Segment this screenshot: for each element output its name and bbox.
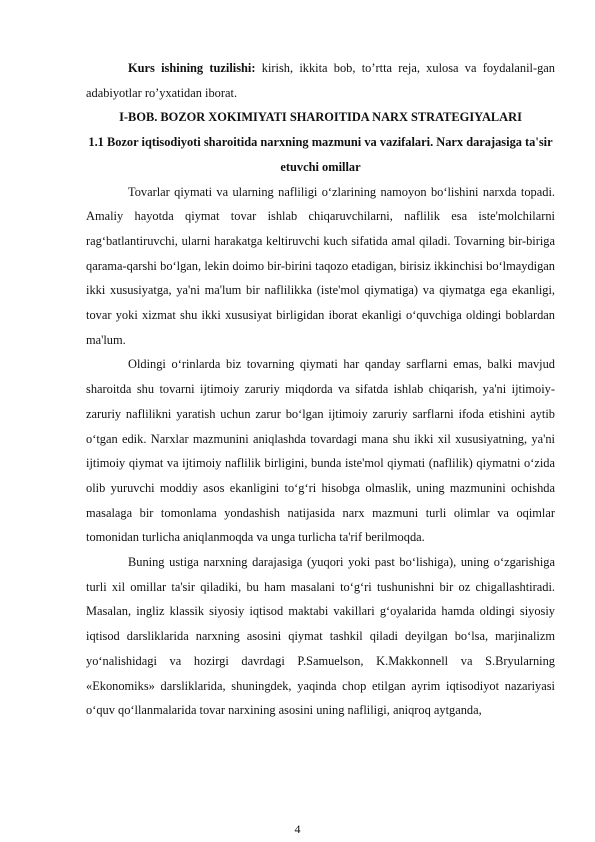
page-content [86, 56, 555, 723]
structure-paragraph [86, 56, 555, 105]
body-paragraph-1: Tovarlar qiymati va ularning nafliligi o‘zlarining namoyon bo‘lishini narxda topadi. Amaliy hayotda qiymat tovar ishlab chiqaruvchilarni, naflilik esa iste'molchilarni rag‘batlantiruvchi, ularni harakatga keltiruvchi kuch sifatida amal qiladi. Tovarning bir-biriga qarama-qarshi bo‘lgan, lekin doimo bir-birini taqozo etadigan, birisiz ikkinchisi bo‘lmaydigan ikki xususiyatga, ya'ni ma'lum bir naflilikka (iste'mol qiymatiga) va qiymatga ega ekanligi, tovar yoki xizmat shu ikki xususiyat birligidan iborat ekanligi o‘quvchiga oldingi boblardan ma'lum. [86, 184, 555, 347]
structure-text: kirish, ikkita bob, to’rtta reja, xulosa va foydalanil-gan adabiyotlar ro’yxatidan iborat. [86, 61, 555, 100]
chapter-title: I-BOB. BOZOR XOKIMIYATI SHAROITIDA NARX STRATEGIYALARI [119, 110, 522, 125]
page-number: 4 [294, 822, 301, 836]
body-paragraph-2: Oldingi o‘rinlarda biz tovarning qiymati har qanday sarflarni emas, balki mavjud sharoitda shu tovarni ijtimoiy zaruriy miqdorda va sifatda ishlab chiqarish, ya'ni ijtimoiy-zaruriy naflilikni yaratish uchun zarur bo‘lgan ijtimoiy zaruriy sarflarni ifoda etishini aytib o‘tgan edik. Narxlar mazmunini aniqlashda tovardagi mana shu ikki xil xususiyatning, ya'ni ijtimoiy qiymat va ijtimoiy naflilik birligini, bunda iste'mol qiymati (naflilik) qiymatni o‘zida olib yuruvchi moddiy asos ekanligini to‘g‘ri hisobga olmaslik, uning mazmunini ochishda masalaga bir tomonlama yondashish natijasida narx mazmuni turli olimlar va oqimlar tomonidan turlicha aniqlanmoqda va unga turlicha ta'rif berilmoqda. [86, 357, 555, 545]
section-title: 1.1 Bozor iqtisodiyoti sharoitida narxning mazmuni va vazifalari. Narx darajasiga ta'sir etuvchi omillar [88, 135, 553, 174]
body-paragraph-3: Buning ustiga narxning darajasiga (yuqori yoki past bo‘lishiga), uning o‘zgarishiga turli xil omillar ta'sir qiladiki, bu ham masalani to‘g‘ri tushunishni bir oz chigallashtiradi. Masalan, ingliz klassik siyosiy iqtisod maktabi vakillari g‘oyalarida hamda oldingi siyosiy iqtisod darsliklarida narxning asosini qiymat tashkil qiladi deyilgan bo‘lsa, marjinalizm yo‘nalishidagi va hozirgi davrdagi P.Samuelson, K.Makkonnell va S.Bryularning «Ekonomiks» darsliklarida, shuningdek, yaqinda chop etilgan ayrim iqtisodiyot nazariyasi o‘quv qo‘llanmalarida tovar narxining asosini uning nafliligi, aniqroq aytganda, [86, 555, 555, 718]
structure-label: Kurs ishining tuzilishi: [128, 61, 256, 75]
